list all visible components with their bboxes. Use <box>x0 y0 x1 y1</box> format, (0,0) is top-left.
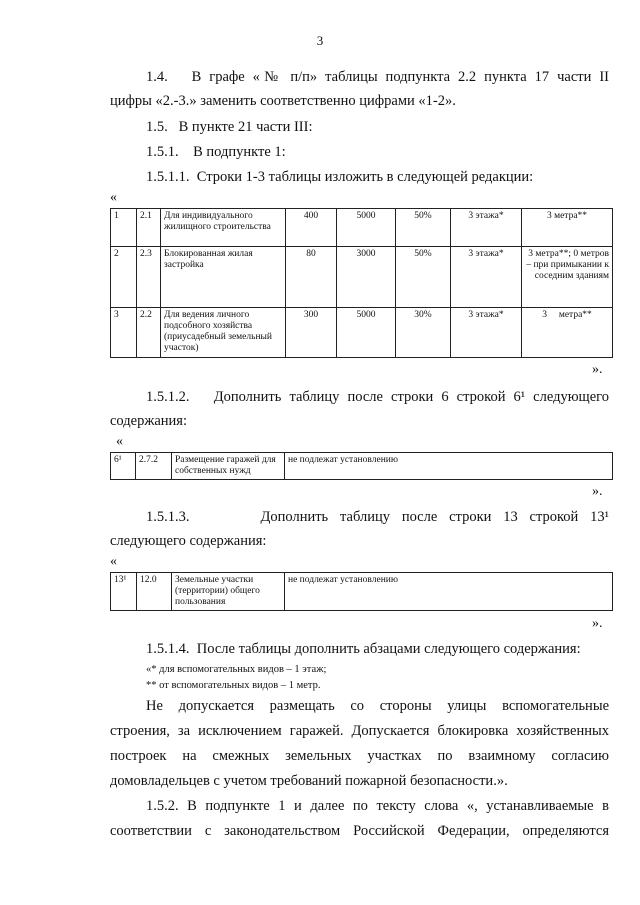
paragraph-1-5-1-3-cont: следующего содержания: <box>110 533 267 549</box>
paragraph-1-5-1-3: 1.5.1.3. Дополнить таблицу после строки 13 строкой 13¹ <box>146 509 609 525</box>
table-cell: 50% <box>396 209 451 247</box>
paragraph-body-2: строения, за исключением гаражей. Допускается блокировка хозяйственных <box>110 723 609 739</box>
close-quote: ». <box>592 484 603 499</box>
table-cell: 30% <box>396 308 451 358</box>
paragraph-body-1: Не допускается размещать со стороны улицы вспомогательные <box>146 698 609 714</box>
table-rows-1-3 <box>110 208 613 358</box>
table-cell: 300 <box>286 308 337 358</box>
paragraph-1-4: 1.4. В графе «№ п/п» таблицы подпункта 2.2 пункта 17 части II <box>146 69 609 85</box>
table-cell: Блокированная жилая застройка <box>161 247 286 308</box>
table-cell: 3 метра** <box>522 308 613 358</box>
table-cell: 3 этажа* <box>451 209 522 247</box>
table-cell: Размещение гаражей для собственных нужд <box>172 453 285 480</box>
footnote-2: ** от вспомогательных видов – 1 метр. <box>146 680 321 691</box>
table-cell: 12.0 <box>137 573 172 611</box>
paragraph-1-4-cont: цифры «2.-3.» заменить соответственно цифрами «1-2». <box>110 93 456 109</box>
table-row <box>111 247 613 308</box>
paragraph-body-3: построек на смежных земельных участках по взаимному согласию <box>110 748 609 764</box>
table-cell: 5000 <box>337 209 396 247</box>
open-quote: « <box>116 434 123 449</box>
table-cell: не подлежат установлению <box>285 573 613 611</box>
paragraph-1-5-2-cont: соответствии с законодательством Российской Федерации, определяются <box>110 823 609 839</box>
table-cell: 3 метра**; 0 метров – при примыкании к соседним зданиям <box>522 247 613 308</box>
paragraph-1-5-2: 1.5.2. В подпункте 1 и далее по тексту слова «, устанавливаемые в <box>146 798 609 814</box>
paragraph-body-4: домовладельцев с учетом требований пожарной безопасности.». <box>110 773 508 789</box>
table-cell: 1 <box>111 209 137 247</box>
close-quote: ». <box>592 362 603 377</box>
table-cell: 6¹ <box>111 453 136 480</box>
table-cell: 2.3 <box>137 247 161 308</box>
table-row-13-1 <box>110 572 613 611</box>
table-row <box>111 453 613 480</box>
table-cell: 3 метра** <box>522 209 613 247</box>
table-cell: 2.7.2 <box>136 453 172 480</box>
table-row <box>111 308 613 358</box>
table-cell: не подлежат установлению <box>285 453 613 480</box>
table-cell: 3 этажа* <box>451 247 522 308</box>
table-cell: Для ведения личного подсобного хозяйства (приусадебный земельный участок) <box>161 308 286 358</box>
table-cell: 2.2 <box>137 308 161 358</box>
paragraph-1-5-1-4: 1.5.1.4. После таблицы дополнить абзацами следующего содержания: <box>146 641 581 657</box>
paragraph-1-5-1-2-cont: содержания: <box>110 413 188 429</box>
close-quote: ». <box>592 616 603 631</box>
table-row <box>111 209 613 247</box>
table-cell: 50% <box>396 247 451 308</box>
table-cell: 2.1 <box>137 209 161 247</box>
table-row-6-1 <box>110 452 613 480</box>
table-cell: 3 <box>111 308 137 358</box>
paragraph-1-5-1-2: 1.5.1.2. Дополнить таблицу после строки 6 строкой 6¹ следующего <box>146 389 609 405</box>
table-cell: 3000 <box>337 247 396 308</box>
table-cell: 13¹ <box>111 573 137 611</box>
paragraph-1-5: 1.5. В пункте 21 части III: <box>146 119 313 135</box>
table-cell: Для индивидуального жилищного строительства <box>161 209 286 247</box>
table-cell: 5000 <box>337 308 396 358</box>
table-cell: 3 этажа* <box>451 308 522 358</box>
table-cell: Земельные участки (территории) общего пользования <box>172 573 285 611</box>
footnote-1: «* для вспомогательных видов – 1 этаж; <box>146 664 327 675</box>
open-quote: « <box>110 554 117 569</box>
table-cell: 80 <box>286 247 337 308</box>
paragraph-1-5-1: 1.5.1. В подпункте 1: <box>146 144 286 160</box>
paragraph-1-5-1-1: 1.5.1.1. Строки 1-3 таблицы изложить в следующей редакции: <box>146 169 534 185</box>
table-row <box>111 573 613 611</box>
open-quote: « <box>110 190 117 205</box>
table-cell: 2 <box>111 247 137 308</box>
page-number: 3 <box>316 33 324 48</box>
table-cell: 400 <box>286 209 337 247</box>
